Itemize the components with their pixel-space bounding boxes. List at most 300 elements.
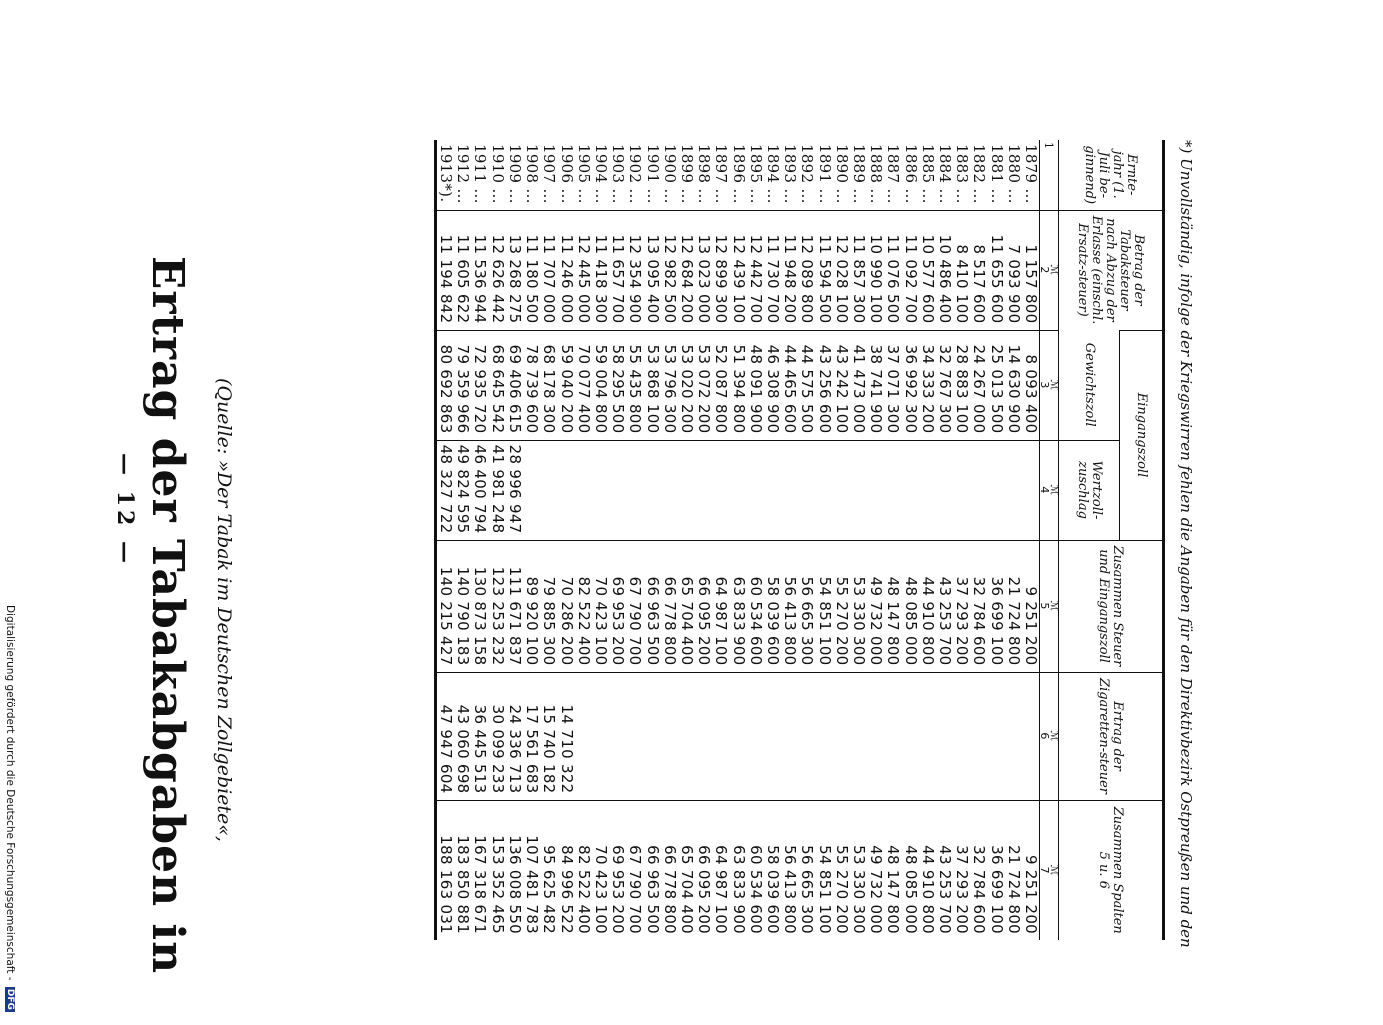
value-cell: 53 020 200	[678, 330, 695, 440]
value-cell: 49 732 000	[867, 800, 884, 940]
value-cell: 10 990 100	[867, 210, 884, 330]
value-cell: 63 833 900	[729, 540, 746, 672]
value-cell	[712, 440, 729, 540]
value-cell: 12 684 200	[678, 210, 695, 330]
value-cell: 48 147 800	[884, 800, 901, 940]
value-cell: 53 868 100	[643, 330, 660, 440]
value-cell: 24 336 713	[506, 672, 523, 800]
year-cell: 1884 ...	[935, 144, 954, 204]
value-cell: 44 910 800	[919, 800, 936, 940]
year-cell: 1906 ...	[557, 144, 576, 204]
value-cell: 11 076 500	[884, 210, 901, 330]
footnote: *) Unvollständig, infolge der Kriegswirren fehlen die Angaben für den Direktivbezirk Ostpreußen und den	[1177, 140, 1195, 948]
value-cell	[540, 440, 557, 540]
value-cell	[1005, 440, 1022, 540]
value-cell: 14 630 900	[1005, 330, 1022, 440]
value-cell: 48 085 000	[901, 540, 918, 672]
value-cell: 79 359 966	[454, 330, 471, 440]
value-cell: 11 180 500	[523, 210, 540, 330]
year-cell: 1879 ...	[1022, 144, 1040, 204]
value-cell: 28 996 947	[506, 440, 523, 540]
credit-text: Digitalisierung gefördert durch die Deutsche Forschungsgemeinschaft -	[4, 605, 16, 981]
value-cell	[729, 672, 746, 800]
value-cell: 34 333 200	[919, 330, 936, 440]
value-cell: 15 740 182	[540, 672, 557, 800]
value-cell	[747, 672, 764, 800]
table-row	[815, 140, 832, 940]
value-cell	[815, 440, 832, 540]
column-number-row	[1040, 140, 1059, 940]
year-cell: 1897 ...	[712, 144, 731, 204]
value-cell: 67 790 700	[626, 540, 643, 672]
year-cell: 1911 ...	[471, 144, 490, 204]
year-cell: 1890 ...	[832, 144, 851, 204]
value-cell: 9 251 200	[1022, 540, 1040, 672]
value-cell	[764, 440, 781, 540]
value-cell: 54 851 100	[815, 800, 832, 940]
value-cell: 44 465 600	[781, 330, 798, 440]
col-header-total: Zusammen Spalten 5 u. 6	[1059, 800, 1163, 940]
table-row	[471, 140, 488, 940]
page-number: — 12 —	[112, 453, 138, 567]
value-cell	[970, 440, 987, 540]
value-cell	[1022, 440, 1040, 540]
year-cell: 1881 ...	[987, 144, 1006, 204]
value-cell: 43 060 698	[454, 672, 471, 800]
year-cell: 1893 ...	[781, 144, 800, 204]
value-cell: 95 625 482	[540, 800, 557, 940]
value-cell: 136 008 550	[506, 800, 523, 940]
table-row	[798, 140, 815, 940]
table-body	[437, 140, 1040, 940]
value-cell	[661, 672, 678, 800]
value-cell	[1022, 672, 1040, 800]
table-row	[953, 140, 970, 940]
page-title: Ertrag der Tabakabgaben in	[142, 255, 193, 975]
value-cell: 48 091 900	[747, 330, 764, 440]
value-cell: 65 704 400	[678, 540, 695, 672]
value-cell: 59 004 800	[592, 330, 609, 440]
value-cell: 8 093 400	[1022, 330, 1040, 440]
value-cell: 79 885 300	[540, 540, 557, 672]
value-cell: 107 481 783	[523, 800, 540, 940]
table-row	[540, 140, 557, 940]
year-cell: 1902 ...	[626, 144, 645, 204]
value-cell: 69 953 200	[609, 540, 626, 672]
year-cell: 1898 ...	[695, 144, 714, 204]
value-cell: 12 445 000	[575, 210, 592, 330]
value-cell: 11 194 842	[437, 210, 454, 330]
value-cell: 11 857 300	[850, 210, 867, 330]
value-cell: 13 023 000	[695, 210, 712, 330]
value-cell	[867, 672, 884, 800]
value-cell: 37 293 200	[953, 540, 970, 672]
value-cell: 8 517 600	[970, 210, 987, 330]
value-cell	[695, 440, 712, 540]
value-cell: 11 092 700	[901, 210, 918, 330]
value-cell: 24 267 000	[970, 330, 987, 440]
table-row	[901, 140, 918, 940]
value-cell: 11 655 600	[987, 210, 1004, 330]
table-row	[643, 140, 660, 940]
value-cell: 36 992 300	[901, 330, 918, 440]
value-cell	[523, 440, 540, 540]
col-number: ℳ 7	[1040, 800, 1059, 940]
value-cell: 48 085 000	[901, 800, 918, 940]
value-cell: 12 028 100	[833, 210, 850, 330]
value-cell: 13 095 400	[643, 210, 660, 330]
table-row	[506, 140, 523, 940]
value-cell: 53 072 200	[695, 330, 712, 440]
value-cell	[643, 672, 660, 800]
value-cell	[643, 440, 660, 540]
table-row	[489, 140, 506, 940]
value-cell: 25 013 500	[987, 330, 1004, 440]
value-cell: 54 851 100	[815, 540, 832, 672]
table-header-row	[1120, 140, 1163, 940]
table-row	[1022, 140, 1040, 940]
value-cell: 28 883 100	[953, 330, 970, 440]
value-cell	[936, 440, 953, 540]
value-cell: 43 256 600	[815, 330, 832, 440]
value-cell: 53 796 300	[661, 330, 678, 440]
value-cell	[609, 672, 626, 800]
year-cell: 1882 ...	[970, 144, 989, 204]
table-row	[764, 140, 781, 940]
value-cell	[850, 440, 867, 540]
value-cell: 14 710 322	[557, 672, 574, 800]
value-cell: 52 087 800	[712, 330, 729, 440]
value-cell: 56 665 300	[798, 540, 815, 672]
value-cell: 41 981 248	[489, 440, 506, 540]
value-cell	[884, 440, 901, 540]
value-cell	[953, 440, 970, 540]
value-cell: 12 442 700	[747, 210, 764, 330]
value-cell: 11 246 000	[557, 210, 574, 330]
value-cell	[695, 672, 712, 800]
year-cell: 1883 ...	[953, 144, 972, 204]
value-cell: 32 784 600	[970, 540, 987, 672]
value-cell	[557, 440, 574, 540]
value-cell	[626, 672, 643, 800]
value-cell: 63 833 900	[729, 800, 746, 940]
value-cell	[919, 672, 936, 800]
value-cell: 66 095 200	[695, 540, 712, 672]
value-cell: 10 486 400	[936, 210, 953, 330]
year-cell: 1894 ...	[763, 144, 782, 204]
value-cell	[936, 672, 953, 800]
year-cell: 1907 ...	[540, 144, 559, 204]
value-cell	[592, 440, 609, 540]
table-row	[850, 140, 867, 940]
year-cell: 1880 ...	[1004, 144, 1023, 204]
value-cell	[712, 672, 729, 800]
value-cell: 123 253 232	[489, 540, 506, 672]
value-cell: 13 268 275	[506, 210, 523, 330]
value-cell: 130 873 158	[471, 540, 488, 672]
value-cell: 167 318 671	[471, 800, 488, 940]
col-header-tobacco-tax: Betrag der Tabaksteuer nach Abzug der Erlasse (einschl. Ersatz-steuer)	[1059, 210, 1163, 330]
value-cell: 66 778 800	[661, 800, 678, 940]
table-row	[970, 140, 987, 940]
table-row	[833, 140, 850, 940]
value-cell: 56 413 800	[781, 540, 798, 672]
col-number: ℳ 5	[1040, 540, 1059, 672]
value-cell: 12 626 442	[489, 210, 506, 330]
value-cell: 47 947 604	[437, 672, 454, 800]
table-row	[729, 140, 746, 940]
value-cell: 70 423 100	[592, 540, 609, 672]
col-number: 1	[1040, 140, 1059, 210]
value-cell: 56 413 800	[781, 800, 798, 940]
value-cell	[592, 672, 609, 800]
value-cell: 68 645 542	[489, 330, 506, 440]
year-cell: 1889 ...	[849, 144, 868, 204]
year-cell: 1886 ...	[901, 144, 920, 204]
table-row	[661, 140, 678, 940]
value-cell: 56 665 300	[798, 800, 815, 940]
value-cell: 58 039 600	[764, 800, 781, 940]
table-row	[575, 140, 592, 940]
value-cell: 44 910 800	[919, 540, 936, 672]
value-cell: 78 739 600	[523, 330, 540, 440]
value-cell: 12 089 800	[798, 210, 815, 330]
value-cell	[884, 672, 901, 800]
value-cell: 72 935 720	[471, 330, 488, 440]
value-cell: 64 987 100	[712, 540, 729, 672]
value-cell	[678, 672, 695, 800]
value-cell	[747, 440, 764, 540]
value-cell: 140 790 183	[454, 540, 471, 672]
value-cell: 53 330 300	[850, 540, 867, 672]
table-row	[557, 140, 574, 940]
value-cell: 69 406 615	[506, 330, 523, 440]
value-cell: 9 251 200	[1022, 800, 1040, 940]
value-cell: 11 948 200	[781, 210, 798, 330]
value-cell	[575, 440, 592, 540]
value-cell: 64 987 100	[712, 800, 729, 940]
year-cell: 1901 ...	[643, 144, 662, 204]
year-cell: 1899 ...	[677, 144, 696, 204]
value-cell: 82 522 400	[575, 540, 592, 672]
value-cell	[781, 440, 798, 540]
table-row	[987, 140, 1004, 940]
value-cell: 43 253 700	[936, 540, 953, 672]
table-row	[747, 140, 764, 940]
value-cell: 11 418 300	[592, 210, 609, 330]
value-cell: 70 077 400	[575, 330, 592, 440]
value-cell: 8 410 100	[953, 210, 970, 330]
table-row	[626, 140, 643, 940]
value-cell: 21 724 800	[1005, 540, 1022, 672]
value-cell: 55 435 800	[626, 330, 643, 440]
value-cell	[901, 672, 918, 800]
value-cell: 66 095 200	[695, 800, 712, 940]
col-header-cigarette-tax: Ertrag der Zigaretten-steuer	[1059, 672, 1163, 800]
revenue-table	[434, 140, 1165, 940]
col-header-harvest-year: Ernte-jahr (1. Juli be-ginnend)	[1059, 140, 1163, 210]
value-cell: 46 308 900	[764, 330, 781, 440]
value-cell: 36 699 100	[987, 800, 1004, 940]
value-cell: 12 982 500	[661, 210, 678, 330]
value-cell: 17 561 683	[523, 672, 540, 800]
table-row	[454, 140, 471, 940]
value-cell: 11 605 622	[454, 210, 471, 330]
value-cell	[678, 440, 695, 540]
year-cell: 1912 ...	[454, 144, 473, 204]
table-row	[523, 140, 540, 940]
value-cell: 37 071 300	[884, 330, 901, 440]
value-cell: 55 270 200	[833, 540, 850, 672]
table-row	[695, 140, 712, 940]
year-cell: 1903 ...	[609, 144, 628, 204]
value-cell: 41 473 000	[850, 330, 867, 440]
value-cell: 36 445 513	[471, 672, 488, 800]
value-cell: 21 724 800	[1005, 800, 1022, 940]
table-row	[609, 140, 626, 940]
value-cell: 70 286 200	[557, 540, 574, 672]
value-cell: 49 824 595	[454, 440, 471, 540]
value-cell: 12 899 300	[712, 210, 729, 330]
value-cell: 66 778 800	[661, 540, 678, 672]
value-cell: 140 215 427	[437, 540, 454, 672]
year-cell: 1913*).	[437, 144, 456, 203]
value-cell: 153 352 465	[489, 800, 506, 940]
year-cell: 1905 ...	[574, 144, 593, 204]
value-cell: 46 400 794	[471, 440, 488, 540]
table-row	[867, 140, 884, 940]
value-cell: 80 692 863	[437, 330, 454, 440]
source-subtitle: (Quelle: »Der Tabak im Deutschen Zollgebiete«,	[213, 378, 235, 842]
table-row	[936, 140, 953, 940]
value-cell	[953, 672, 970, 800]
value-cell: 111 671 837	[506, 540, 523, 672]
value-cell	[626, 440, 643, 540]
value-cell: 53 330 300	[850, 800, 867, 940]
value-cell: 11 707 000	[540, 210, 557, 330]
value-cell: 10 577 600	[919, 210, 936, 330]
value-cell: 1 157 800	[1022, 210, 1040, 330]
value-cell	[833, 440, 850, 540]
value-cell	[1005, 672, 1022, 800]
value-cell: 55 270 200	[833, 800, 850, 940]
value-cell	[987, 440, 1004, 540]
year-cell: 1908 ...	[523, 144, 542, 204]
year-cell: 1892 ...	[798, 144, 817, 204]
table-row	[781, 140, 798, 940]
value-cell: 44 575 500	[798, 330, 815, 440]
value-cell	[764, 672, 781, 800]
value-cell	[609, 440, 626, 540]
value-cell	[901, 440, 918, 540]
value-cell	[987, 672, 1004, 800]
value-cell: 49 732 000	[867, 540, 884, 672]
value-cell	[850, 672, 867, 800]
value-cell: 48 147 800	[884, 540, 901, 672]
value-cell	[815, 672, 832, 800]
value-cell: 32 767 300	[936, 330, 953, 440]
value-cell: 58 039 600	[764, 540, 781, 672]
value-cell	[798, 440, 815, 540]
value-cell	[661, 440, 678, 540]
value-cell: 60 534 600	[747, 800, 764, 940]
year-cell: 1895 ...	[746, 144, 765, 204]
year-cell: 1896 ...	[729, 144, 748, 204]
col-number: ℳ 4	[1040, 440, 1059, 540]
value-cell	[833, 672, 850, 800]
col-header-tax-and-duty: Zusammen Steuer und Eingangszoll	[1059, 540, 1163, 672]
value-cell: 69 953 200	[609, 800, 626, 940]
value-cell	[970, 672, 987, 800]
year-cell: 1909 ...	[505, 144, 524, 204]
value-cell: 65 704 400	[678, 800, 695, 940]
value-cell: 7 093 900	[1005, 210, 1022, 330]
value-cell: 183 850 881	[454, 800, 471, 940]
value-cell: 43 242 100	[833, 330, 850, 440]
table-row	[592, 140, 609, 940]
col-header-value-surcharge: Wertzoll-zuschlag	[1059, 440, 1120, 540]
year-cell: 1900 ...	[660, 144, 679, 204]
value-cell	[729, 440, 746, 540]
table-row	[712, 140, 729, 940]
col-number: ℳ 6	[1040, 672, 1059, 800]
value-cell: 70 423 100	[592, 800, 609, 940]
value-cell: 51 394 800	[729, 330, 746, 440]
value-cell: 11 730 700	[764, 210, 781, 330]
table-row	[437, 140, 454, 940]
value-cell: 67 790 700	[626, 800, 643, 940]
value-cell: 89 920 100	[523, 540, 540, 672]
value-cell	[919, 440, 936, 540]
col-number: ℳ 3	[1040, 330, 1059, 440]
value-cell: 48 327 722	[437, 440, 454, 540]
value-cell: 12 439 100	[729, 210, 746, 330]
value-cell: 38 741 900	[867, 330, 884, 440]
table-row	[919, 140, 936, 940]
value-cell	[867, 440, 884, 540]
year-cell: 1888 ...	[867, 144, 886, 204]
value-cell: 66 963 500	[643, 800, 660, 940]
table-row	[884, 140, 901, 940]
year-cell: 1904 ...	[591, 144, 610, 204]
value-cell: 66 963 500	[643, 540, 660, 672]
table-row	[1005, 140, 1022, 940]
year-cell: 1910 ...	[488, 144, 507, 204]
value-cell: 84 996 522	[557, 800, 574, 940]
value-cell: 30 099 233	[489, 672, 506, 800]
year-cell: 1891 ...	[815, 144, 834, 204]
value-cell: 11 657 700	[609, 210, 626, 330]
value-cell: 37 293 200	[953, 800, 970, 940]
value-cell: 43 253 700	[936, 800, 953, 940]
value-cell	[798, 672, 815, 800]
col-header-import-duty: Eingangszoll	[1120, 330, 1163, 540]
value-cell: 59 040 200	[557, 330, 574, 440]
year-cell: 1887 ...	[884, 144, 903, 204]
value-cell: 11 594 500	[815, 210, 832, 330]
value-cell: 32 784 600	[970, 800, 987, 940]
value-cell: 68 178 300	[540, 330, 557, 440]
year-cell: 1885 ...	[918, 144, 937, 204]
table-row	[678, 140, 695, 940]
col-number: ℳ 2	[1040, 210, 1059, 330]
value-cell: 11 536 944	[471, 210, 488, 330]
value-cell: 58 295 500	[609, 330, 626, 440]
col-header-weight-duty: Gewichtszoll	[1059, 330, 1120, 440]
value-cell: 36 699 100	[987, 540, 1004, 672]
value-cell	[781, 672, 798, 800]
value-cell: 188 163 031	[437, 800, 454, 940]
